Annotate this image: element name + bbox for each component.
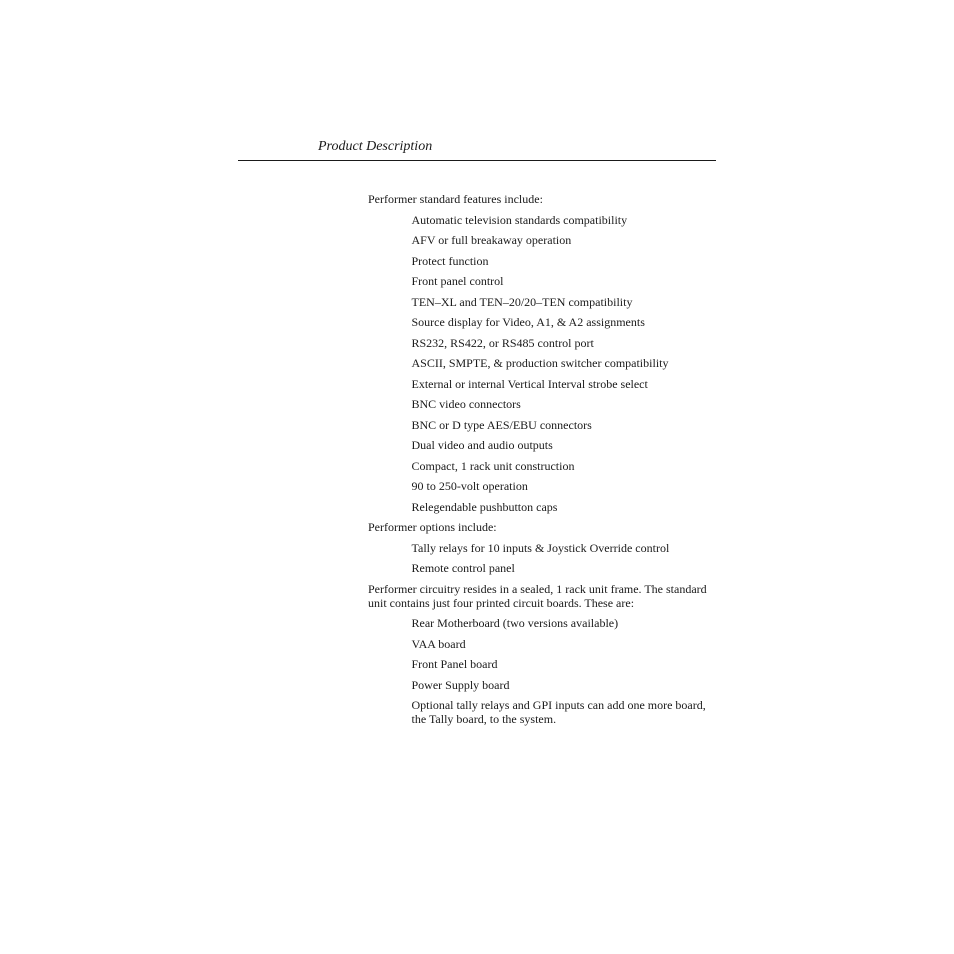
standard-features-lead: Performer standard features include:: [368, 192, 543, 206]
list-item: Power Supply board: [411, 677, 510, 692]
circuit-boards-list: [368, 616, 728, 726]
list-item: Automatic television standards compatibility: [411, 212, 628, 227]
list-item: VAA board: [411, 636, 466, 651]
list-item: Source display for Video, A1, & A2 assignments: [411, 315, 645, 329]
list-item: RS232, RS422, or RS485 control port: [411, 335, 594, 350]
standard-features-list: [368, 213, 728, 514]
list-item: AFV or full breakaway operation: [411, 233, 572, 247]
list-item: External or internal Vertical Interval strobe select: [411, 376, 648, 391]
list-item: Remote control panel: [411, 561, 515, 575]
list-item: Optional tally relays and GPI inputs can add one more board, the Tally board, to the system.: [411, 698, 706, 726]
list-item: Tally relays for 10 inputs & Joystick Override control: [411, 540, 670, 555]
list-item: Compact, 1 rack unit construction: [411, 458, 575, 473]
options-lead: Performer options include:: [368, 520, 497, 534]
list-item: Dual video and audio outputs: [411, 438, 553, 452]
list-item: Front Panel board: [411, 657, 498, 671]
list-item: TEN–XL and TEN–20/20–TEN compatibility: [411, 294, 633, 309]
list-item: Relegendable pushbutton caps: [411, 499, 558, 514]
options-list: [368, 541, 728, 576]
list-item: Rear Motherboard (two versions available): [411, 616, 619, 630]
page-body: [368, 192, 728, 726]
list-item: BNC or D type AES/EBU connectors: [411, 417, 592, 432]
list-item: Front panel control: [411, 274, 504, 288]
running-header-title: Product Description: [318, 139, 433, 154]
list-item: Protect function: [411, 253, 489, 268]
header-rule: [238, 160, 716, 161]
list-item: ASCII, SMPTE, & production switcher compatibility: [411, 356, 669, 370]
list-item: BNC video connectors: [411, 397, 521, 411]
list-item: 90 to 250-volt operation: [411, 479, 528, 493]
circuitry-lead: Performer circuitry resides in a sealed, 1 rack unit frame. The standard unit contains just four printed circuit boards. These are:: [368, 581, 707, 610]
